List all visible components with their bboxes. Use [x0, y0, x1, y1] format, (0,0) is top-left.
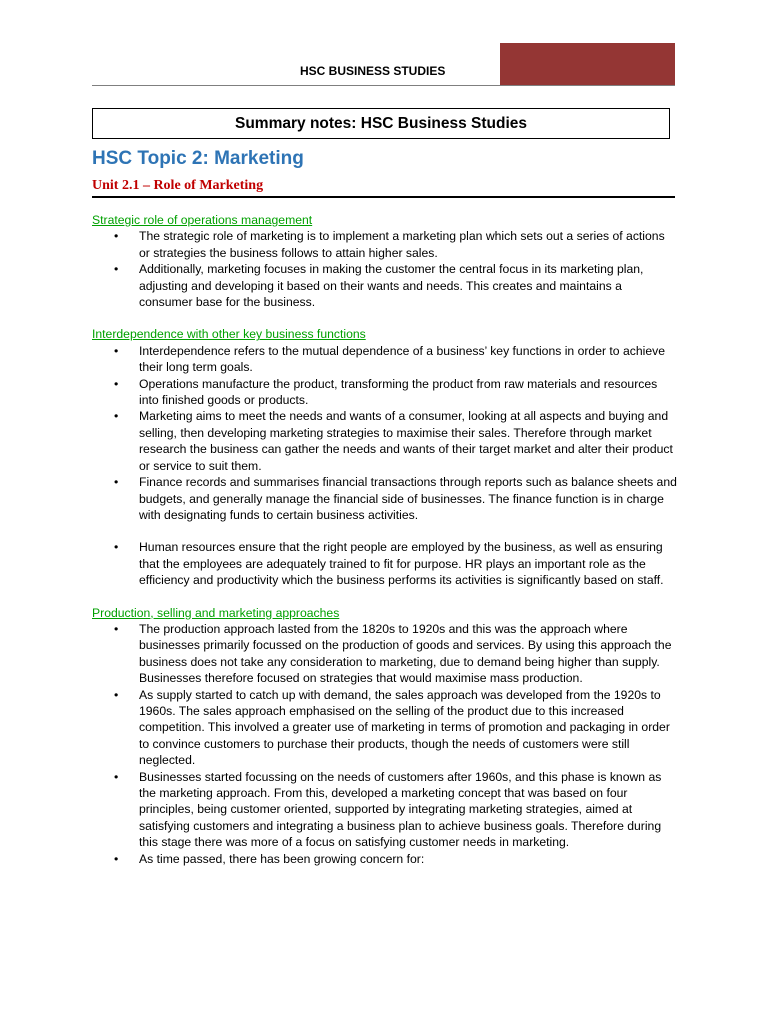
- summary-title: Summary notes: HSC Business Studies: [235, 115, 527, 132]
- section-strategic-role: [92, 212, 677, 310]
- bullet-icon: •: [114, 409, 119, 424]
- list-item: • As supply started to catch up with demand, the sales approach was developed from the 1920s to 1960s. The sales approach emphasised on the selling of the product due to this increased competition. This involved a greater use of marketing in terms of promotion and packaging in order to convince customers to purchase their products, though the needs of customers were still neglected.: [114, 687, 670, 768]
- bullet-icon: •: [114, 343, 119, 358]
- section-heading: Production, selling and marketing approaches: [92, 605, 340, 620]
- bullet-icon: •: [114, 540, 119, 555]
- document-body: [92, 212, 677, 867]
- bullet-icon: •: [114, 376, 119, 391]
- bullet-icon: •: [114, 687, 119, 702]
- section-interdependence: [92, 326, 677, 588]
- section-approaches: [92, 605, 677, 868]
- list-item: • Human resources ensure that the right people are employed by the business, as well as ensuring that the employees are adequately trained to fit for purpose. HR plays an important role as the efficiency and productivity which the business performs its activities is significantly based on staff.: [114, 540, 664, 588]
- bullet-icon: •: [114, 229, 119, 244]
- bullet-icon: •: [114, 475, 119, 490]
- unit-title: Unit 2.1 – Role of Marketing: [92, 178, 264, 193]
- list-item: • Interdependence refers to the mutual dependence of a business’ key functions in order to achieve their long term goals.: [114, 343, 665, 375]
- bullet-list: [92, 343, 677, 589]
- list-item: • As time passed, there has been growing concern for:: [114, 851, 425, 866]
- bullet-icon: •: [114, 621, 119, 636]
- summary-title-box: [92, 108, 670, 139]
- list-item: • Businesses started focussing on the needs of customers after 1960s, and this phase is known as the marketing approach. From this, developed a marketing concept that was based on four principles, being customer oriented, supported by integrating marketing strategies, aimed at satisfying customers and integrating a business plan to achieve business goals. Therefore during this stage there was more of a focus on satisfying customer needs in marketing.: [114, 769, 662, 850]
- section-heading: Interdependence with other key business functions: [92, 327, 366, 342]
- list-item: • Finance records and summarises financial transactions through reports such as balance sheets and budgets, and generally manage the financial side of businesses. The finance function is in charge with designating funds to certain business activities.: [114, 475, 677, 522]
- bullet-icon: •: [114, 262, 119, 277]
- unit-divider: [92, 196, 675, 198]
- bullet-icon: •: [114, 851, 119, 866]
- list-item: • The production approach lasted from the 1820s to 1920s and this was the approach where businesses primarily focussed on the production of goods and services. By using this approach the business does not take any consideration to marketing, due to demand being higher than supply. Businesses therefore focused on strategies that would maximise mass production.: [114, 621, 672, 686]
- list-item: • Operations manufacture the product, transforming the product from raw materials and resources into finished goods or products.: [114, 376, 658, 408]
- header-divider: [92, 85, 675, 86]
- list-item: • The strategic role of marketing is to implement a marketing plan which sets out a series of actions or strategies the business follows to attain higher sales.: [114, 229, 665, 260]
- header-title: HSC BUSINESS STUDIES: [300, 64, 446, 78]
- bullet-list: [92, 228, 677, 310]
- bullet-list: [92, 621, 677, 867]
- topic-title: HSC Topic 2: Marketing: [92, 148, 304, 169]
- section-heading: Strategic role of operations management: [92, 213, 313, 227]
- header-accent-block: [500, 43, 675, 85]
- list-item: • Additionally, marketing focuses in making the customer the central focus in its marketing plan, adjusting and developing it based on their wants and needs. This creates and maintains a consumer base for the business.: [114, 262, 644, 310]
- list-item: • Marketing aims to meet the needs and wants of a consumer, looking at all aspects and buying and selling, then developing marketing strategies to maximise their sales. Therefore through market research the business can gather the needs and wants of their target market and alter their product or service to suit them.: [114, 409, 673, 473]
- bullet-icon: •: [114, 769, 119, 784]
